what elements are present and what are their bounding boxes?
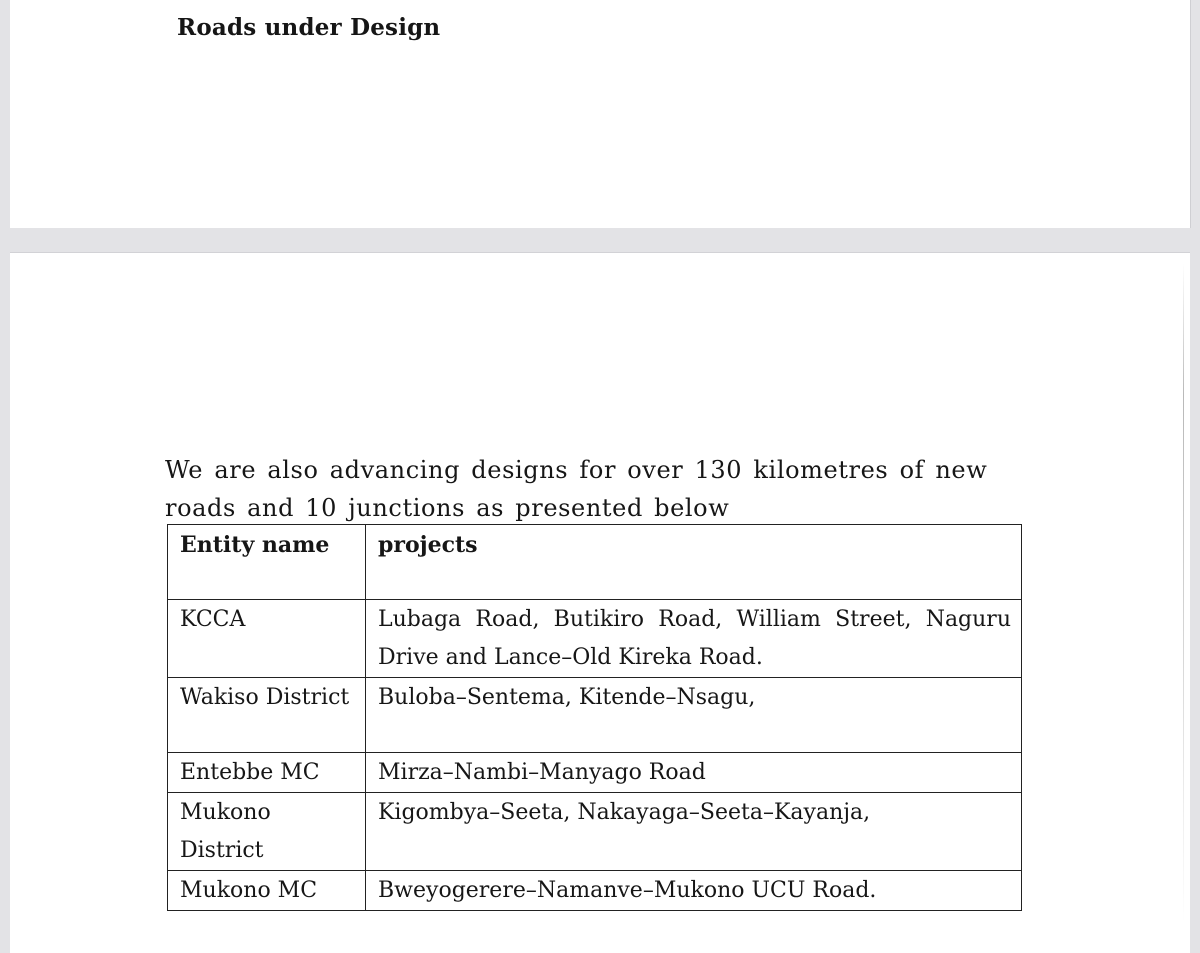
entity-cell: Entebbe MC bbox=[168, 753, 366, 793]
projects-cell: Buloba–Sentema, Kitende–Nsagu, bbox=[366, 678, 1022, 753]
table-row bbox=[168, 753, 1022, 793]
table-row bbox=[168, 871, 1022, 911]
projects-cell: Kigombya–Seeta, Nakayaga–Seeta–Kayanja, bbox=[366, 793, 1022, 871]
projects-cell: Lubaga Road, Butikiro Road, William Street, Naguru Drive and Lance–Old Kireka Road. bbox=[366, 600, 1022, 678]
table-header-row bbox=[168, 525, 1022, 600]
table-row bbox=[168, 678, 1022, 753]
table-row bbox=[168, 793, 1022, 871]
header-entity-name: Entity name bbox=[168, 525, 366, 600]
entity-cell: KCCA bbox=[168, 600, 366, 678]
intro-paragraph: We are also advancing designs for over 130 kilometres of new roads and 10 junctions as presented below bbox=[165, 456, 988, 522]
document-page-top bbox=[10, 0, 1191, 228]
entity-cell: Mukono District bbox=[168, 793, 366, 871]
table-row bbox=[168, 600, 1022, 678]
header-projects: projects bbox=[366, 525, 1022, 600]
projects-cell: Mirza–Nambi–Manyago Road bbox=[366, 753, 1022, 793]
projects-cell: Bweyogerere–Namanve–Mukono UCU Road. bbox=[366, 871, 1022, 911]
page-edge-shadow bbox=[1183, 263, 1184, 923]
entity-cell: Mukono MC bbox=[168, 871, 366, 911]
section-heading: Roads under Design bbox=[177, 14, 441, 41]
entity-cell: Wakiso District bbox=[168, 678, 366, 753]
roads-design-table bbox=[167, 524, 1022, 911]
document-page-bottom bbox=[10, 252, 1190, 953]
